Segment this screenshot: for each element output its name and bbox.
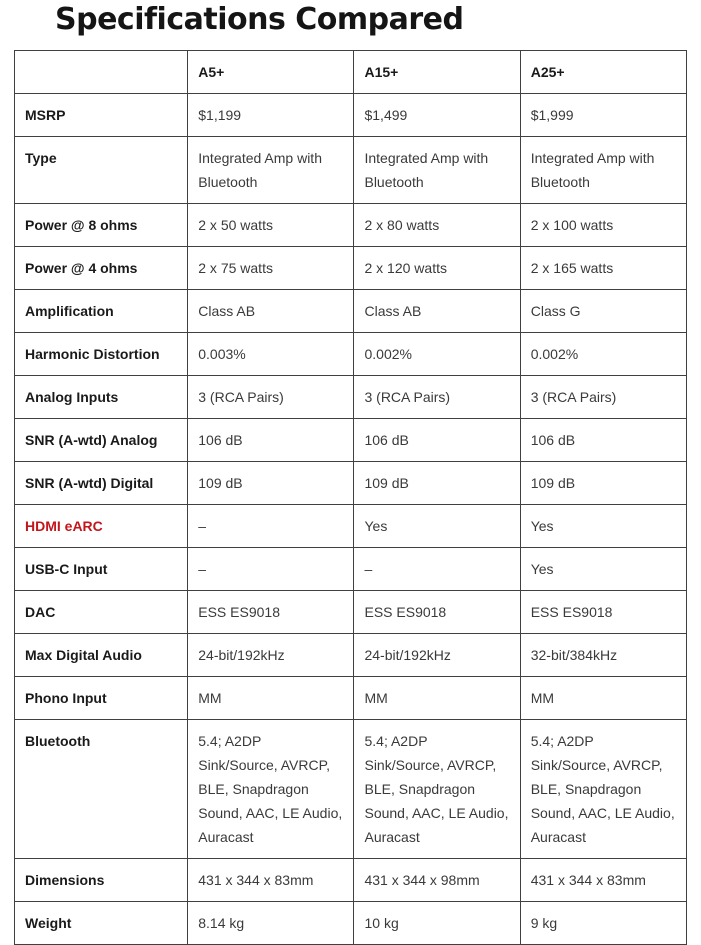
spec-value: 24-bit/192kHz bbox=[354, 634, 520, 677]
header-empty-cell bbox=[15, 51, 188, 94]
spec-value: ESS ES9018 bbox=[354, 591, 520, 634]
spec-value: 109 dB bbox=[520, 462, 686, 505]
spec-value: – bbox=[188, 548, 354, 591]
spec-label: Power @ 4 ohms bbox=[15, 247, 188, 290]
table-row bbox=[15, 902, 687, 945]
spec-value: MM bbox=[354, 677, 520, 720]
spec-value: Yes bbox=[520, 505, 686, 548]
spec-value: 3 (RCA Pairs) bbox=[354, 376, 520, 419]
spec-label: Dimensions bbox=[15, 859, 188, 902]
table-row bbox=[15, 419, 687, 462]
spec-value: $1,999 bbox=[520, 94, 686, 137]
spec-value: ESS ES9018 bbox=[188, 591, 354, 634]
spec-value: 2 x 80 watts bbox=[354, 204, 520, 247]
spec-label: Phono Input bbox=[15, 677, 188, 720]
spec-value: 10 kg bbox=[354, 902, 520, 945]
table-row bbox=[15, 634, 687, 677]
spec-value: 2 x 100 watts bbox=[520, 204, 686, 247]
spec-value: 106 dB bbox=[188, 419, 354, 462]
spec-value: ESS ES9018 bbox=[520, 591, 686, 634]
spec-label: Harmonic Distortion bbox=[15, 333, 188, 376]
spec-value: 5.4; A2DP Sink/Source, AVRCP, BLE, Snapdragon Sound, AAC, LE Audio, Auracast bbox=[188, 720, 354, 859]
spec-value: 5.4; A2DP Sink/Source, AVRCP, BLE, Snapdragon Sound, AAC, LE Audio, Auracast bbox=[354, 720, 520, 859]
spec-label: Power @ 8 ohms bbox=[15, 204, 188, 247]
table-row bbox=[15, 677, 687, 720]
spec-label: MSRP bbox=[15, 94, 188, 137]
spec-value: 32-bit/384kHz bbox=[520, 634, 686, 677]
spec-value: Integrated Amp with Bluetooth bbox=[188, 137, 354, 204]
spec-value: 3 (RCA Pairs) bbox=[520, 376, 686, 419]
header-product-a5: A5+ bbox=[188, 51, 354, 94]
spec-label: SNR (A-wtd) Analog bbox=[15, 419, 188, 462]
spec-value: 106 dB bbox=[354, 419, 520, 462]
spec-comparison-table bbox=[14, 50, 687, 945]
table-row bbox=[15, 859, 687, 902]
table-row bbox=[15, 591, 687, 634]
spec-value: 0.002% bbox=[354, 333, 520, 376]
spec-value: Yes bbox=[520, 548, 686, 591]
spec-value: 109 dB bbox=[354, 462, 520, 505]
spec-table-header bbox=[15, 51, 687, 94]
spec-value: 0.002% bbox=[520, 333, 686, 376]
spec-value: MM bbox=[520, 677, 686, 720]
spec-value: Class AB bbox=[354, 290, 520, 333]
spec-value: 2 x 120 watts bbox=[354, 247, 520, 290]
spec-value: Integrated Amp with Bluetooth bbox=[354, 137, 520, 204]
spec-value: 2 x 50 watts bbox=[188, 204, 354, 247]
spec-label: DAC bbox=[15, 591, 188, 634]
spec-value: 24-bit/192kHz bbox=[188, 634, 354, 677]
table-row bbox=[15, 548, 687, 591]
spec-value: 431 x 344 x 83mm bbox=[520, 859, 686, 902]
table-row bbox=[15, 720, 687, 859]
header-product-a15: A15+ bbox=[354, 51, 520, 94]
spec-value: Yes bbox=[354, 505, 520, 548]
spec-value: – bbox=[354, 548, 520, 591]
spec-value: 9 kg bbox=[520, 902, 686, 945]
spec-value: 8.14 kg bbox=[188, 902, 354, 945]
spec-value: – bbox=[188, 505, 354, 548]
spec-value: Class G bbox=[520, 290, 686, 333]
spec-value: $1,499 bbox=[354, 94, 520, 137]
spec-label: Bluetooth bbox=[15, 720, 188, 859]
table-row bbox=[15, 290, 687, 333]
spec-value: 109 dB bbox=[188, 462, 354, 505]
spec-value: 431 x 344 x 83mm bbox=[188, 859, 354, 902]
spec-value: 5.4; A2DP Sink/Source, AVRCP, BLE, Snapdragon Sound, AAC, LE Audio, Auracast bbox=[520, 720, 686, 859]
spec-value: 2 x 165 watts bbox=[520, 247, 686, 290]
table-row bbox=[15, 462, 687, 505]
spec-value: $1,199 bbox=[188, 94, 354, 137]
table-row bbox=[15, 137, 687, 204]
table-row bbox=[15, 204, 687, 247]
spec-label: Type bbox=[15, 137, 188, 204]
header-row bbox=[15, 51, 687, 94]
spec-label: USB-C Input bbox=[15, 548, 188, 591]
table-row bbox=[15, 376, 687, 419]
spec-value: 431 x 344 x 98mm bbox=[354, 859, 520, 902]
spec-label: Weight bbox=[15, 902, 188, 945]
spec-label: Analog Inputs bbox=[15, 376, 188, 419]
spec-value: 3 (RCA Pairs) bbox=[188, 376, 354, 419]
spec-label: Max Digital Audio bbox=[15, 634, 188, 677]
spec-label: HDMI eARC bbox=[15, 505, 188, 548]
table-row bbox=[15, 505, 687, 548]
spec-value: Integrated Amp with Bluetooth bbox=[520, 137, 686, 204]
table-row bbox=[15, 333, 687, 376]
spec-value: 106 dB bbox=[520, 419, 686, 462]
spec-value: Class AB bbox=[188, 290, 354, 333]
spec-label: Amplification bbox=[15, 290, 188, 333]
spec-table-body bbox=[15, 94, 687, 945]
spec-value: MM bbox=[188, 677, 354, 720]
spec-value: 0.003% bbox=[188, 333, 354, 376]
table-row bbox=[15, 247, 687, 290]
table-row bbox=[15, 94, 687, 137]
spec-value: 2 x 75 watts bbox=[188, 247, 354, 290]
header-product-a25: A25+ bbox=[520, 51, 686, 94]
spec-label: SNR (A-wtd) Digital bbox=[15, 462, 188, 505]
page-title: Specifications Compared bbox=[55, 2, 464, 37]
